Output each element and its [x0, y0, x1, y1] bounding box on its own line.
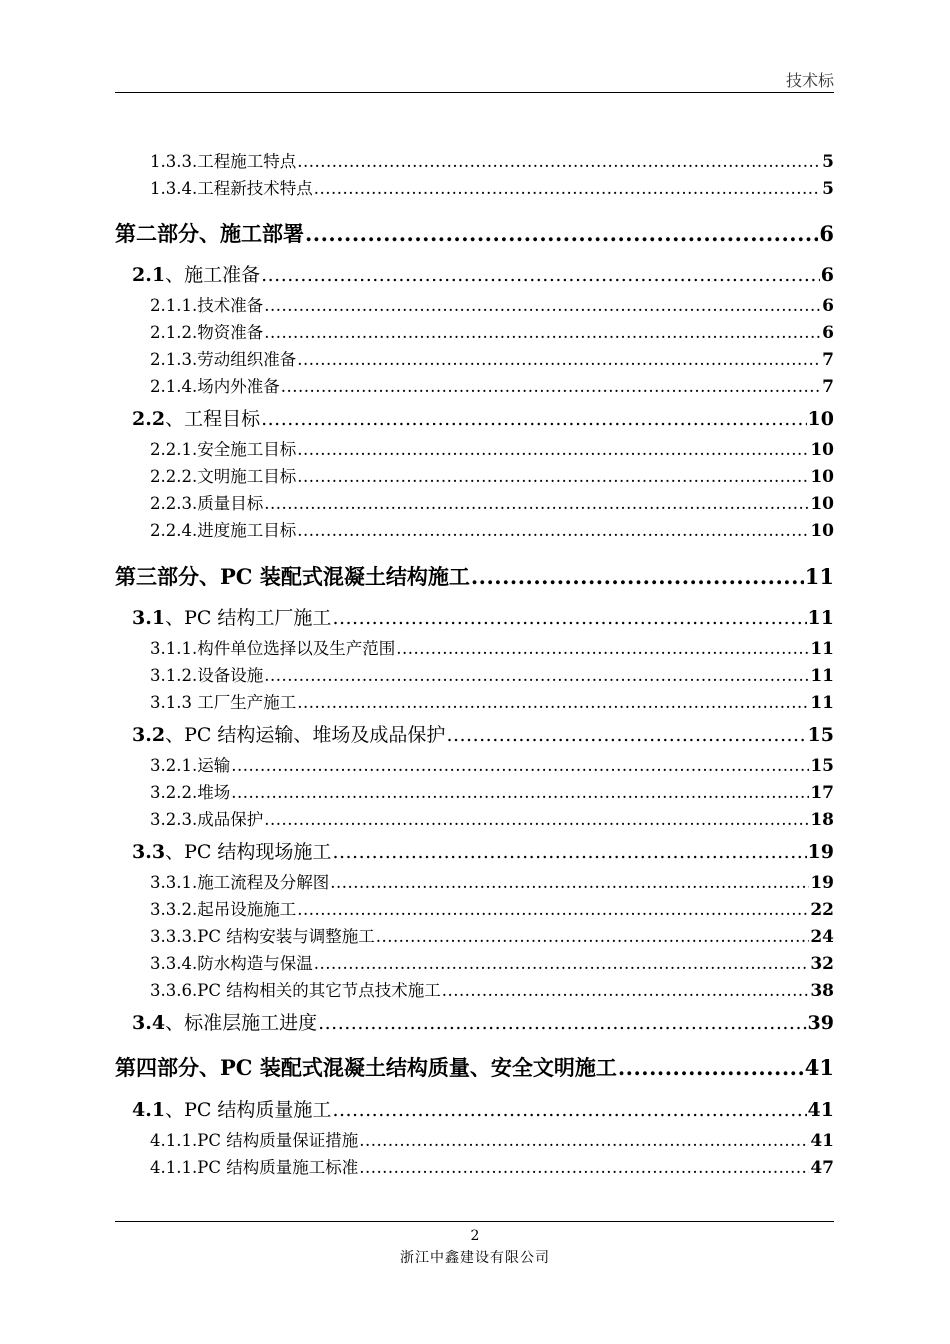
toc-entry-number: 2.1: [132, 264, 166, 286]
toc-entry[interactable]: [150, 806, 834, 830]
toc-entry-label: 第二部分、施工部署: [115, 221, 304, 246]
toc-entry-page: 7: [822, 377, 834, 397]
toc-entry-page: 41: [810, 1131, 834, 1151]
leader-dots: [261, 408, 806, 430]
toc-entry-page: 5: [822, 152, 834, 172]
toc-entry-label: 2.2.3.质量目标: [150, 494, 264, 513]
toc-entry-label: 、PC 结构现场施工: [165, 841, 332, 863]
leader-dots: [442, 981, 810, 1000]
toc-entry-label: 3.2.3.成品保护: [150, 810, 264, 829]
toc-entry-number: 3.1: [132, 607, 166, 629]
toc-entry[interactable]: [150, 1127, 834, 1151]
leader-dots: [297, 521, 809, 540]
toc-entry-label: 3.3.6.PC 结构相关的其它节点技术施工: [150, 981, 441, 1000]
toc-entry-page: 15: [810, 756, 834, 776]
company-name: 浙江中鑫建设有限公司: [400, 1250, 550, 1266]
toc-entry-label: 、标准层施工进度: [165, 1012, 318, 1034]
toc-entry[interactable]: [150, 1154, 834, 1178]
toc-entry-label: 2.1.2.物资准备: [150, 323, 264, 342]
toc-entry-page: 41: [804, 1055, 834, 1080]
toc-entry[interactable]: [115, 1052, 834, 1082]
leader-dots: [281, 377, 821, 396]
leader-dots: [264, 810, 809, 829]
leader-dots: [314, 179, 821, 198]
leader-dots: [396, 639, 809, 658]
toc-entry-label: 4.1.1.PC 结构质量施工标准: [150, 1158, 359, 1177]
toc-entry[interactable]: [132, 837, 834, 864]
toc-entry-label: 、PC 结构质量施工: [165, 1099, 332, 1121]
toc-entry-label: 1.3.4.工程新技术特点: [150, 179, 313, 198]
toc-entry-label: 2.2.2.文明施工目标: [150, 467, 297, 486]
toc-entry[interactable]: [150, 752, 834, 776]
toc-entry-number: 4.1: [132, 1099, 166, 1121]
toc-entry[interactable]: [132, 260, 834, 287]
leader-dots: [359, 1158, 809, 1177]
toc-entry-number: 3.3: [132, 841, 166, 863]
page-number: 2: [470, 1228, 480, 1244]
toc-entry-page: 7: [822, 350, 834, 370]
toc-entry[interactable]: [115, 561, 834, 591]
toc-entry-page: 6: [822, 296, 834, 316]
toc-entry-label: 3.3.3.PC 结构安装与调整施工: [150, 927, 375, 946]
toc-entry-page: 11: [810, 639, 834, 659]
toc-entry[interactable]: [150, 923, 834, 947]
leader-dots: [618, 1055, 804, 1080]
toc-entry[interactable]: [132, 404, 834, 431]
toc-entry-page: 11: [810, 693, 834, 713]
toc-entry-page: 6: [820, 264, 834, 286]
leader-dots: [376, 927, 810, 946]
leader-dots: [471, 564, 804, 589]
toc-entry-label: 3.2.2.堆场: [150, 783, 231, 802]
toc-entry-label: 4.1.1.PC 结构质量保证措施: [150, 1131, 359, 1150]
toc-entry-page: 18: [810, 810, 834, 830]
toc-entry[interactable]: [150, 373, 834, 397]
toc-entry-label: 2.1.4.场内外准备: [150, 377, 280, 396]
toc-entry[interactable]: [150, 662, 834, 686]
leader-dots: [264, 323, 821, 342]
leader-dots: [332, 607, 806, 629]
toc-entry-label: 3.3.2.起吊设施施工: [150, 900, 297, 919]
toc-entry-number: 3.2: [132, 724, 166, 746]
toc-entry-page: 19: [807, 841, 834, 863]
leader-dots: [359, 1131, 809, 1150]
toc-entry-label: 、施工准备: [165, 264, 261, 286]
leader-dots: [332, 841, 806, 863]
toc-entry-label: 、工程目标: [165, 408, 261, 430]
toc-entry-page: 11: [804, 564, 834, 589]
toc-entry[interactable]: [150, 689, 834, 713]
toc-entry[interactable]: [132, 720, 834, 747]
toc-entry[interactable]: [150, 175, 834, 199]
toc-entry-number: 2.2: [132, 408, 166, 430]
toc-entry[interactable]: [150, 463, 834, 487]
leader-dots: [264, 494, 809, 513]
toc-entry-page: 10: [810, 440, 834, 460]
header-title: 技术标: [785, 71, 834, 90]
leader-dots: [297, 467, 809, 486]
toc-entry-page: 11: [810, 666, 834, 686]
toc-entry-page: 32: [810, 954, 834, 974]
toc-entry[interactable]: [115, 218, 834, 248]
toc-entry[interactable]: [132, 1008, 834, 1035]
leader-dots: [297, 152, 821, 171]
toc-entry[interactable]: [150, 292, 834, 316]
toc-entry[interactable]: [150, 436, 834, 460]
toc-entry-label: 、PC 结构运输、堆场及成品保护: [165, 724, 446, 746]
toc-entry[interactable]: [132, 603, 834, 630]
leader-dots: [330, 873, 809, 892]
toc-entry-page: 38: [810, 981, 834, 1001]
leader-dots: [231, 756, 809, 775]
leader-dots: [297, 440, 809, 459]
toc-entry[interactable]: [150, 779, 834, 803]
toc-entry[interactable]: [150, 977, 834, 1001]
toc-entry-label: 、PC 结构工厂施工: [165, 607, 332, 629]
toc-entry[interactable]: [150, 490, 834, 514]
leader-dots: [305, 221, 818, 246]
toc-entry-page: 10: [810, 521, 834, 541]
toc-entry-page: 15: [807, 724, 834, 746]
toc-entry-page: 47: [810, 1158, 834, 1178]
leader-dots: [264, 666, 809, 685]
toc-entry-label: 2.1.1.技术准备: [150, 296, 264, 315]
toc-entry-page: 10: [807, 408, 834, 430]
toc-entry-page: 19: [810, 873, 834, 893]
leader-dots: [297, 693, 809, 712]
footer-divider: [115, 1221, 834, 1222]
leader-dots: [264, 296, 821, 315]
leader-dots: [332, 1099, 806, 1121]
toc-entry-page: 6: [819, 221, 834, 246]
toc-entry-number: 3.4: [132, 1012, 166, 1034]
toc-entry[interactable]: [150, 869, 834, 893]
leader-dots: [261, 264, 820, 286]
toc-entry[interactable]: [150, 896, 834, 920]
leader-dots: [231, 783, 809, 802]
toc-entry-label: 3.3.1.施工流程及分解图: [150, 873, 330, 892]
toc-entry-page: 39: [807, 1012, 834, 1034]
toc-entry-label: 3.1.1.构件单位选择以及生产范围: [150, 639, 396, 658]
toc-entry[interactable]: [150, 950, 834, 974]
toc-entry-page: 10: [810, 494, 834, 514]
toc-entry[interactable]: [150, 517, 834, 541]
toc-entry-label: 3.1.3 工厂生产施工: [150, 693, 297, 712]
leader-dots: [297, 350, 821, 369]
toc-entry-page: 22: [810, 900, 834, 920]
leader-dots: [446, 724, 806, 746]
toc-entry-label: 第四部分、PC 装配式混凝土结构质量、安全文明施工: [115, 1055, 617, 1080]
toc-entry-label: 2.2.1.安全施工目标: [150, 440, 297, 459]
toc-entry-label: 3.3.4.防水构造与保温: [150, 954, 313, 973]
toc-entry[interactable]: [150, 346, 834, 370]
leader-dots: [314, 954, 810, 973]
toc-entry-label: 1.3.3.工程施工特点: [150, 152, 297, 171]
toc-entry[interactable]: [150, 319, 834, 343]
toc-entry-page: 10: [810, 467, 834, 487]
toc-entry[interactable]: [150, 148, 834, 172]
toc-entry-page: 6: [822, 323, 834, 343]
toc-entry-page: 41: [807, 1099, 834, 1121]
toc-entry-page: 11: [807, 607, 834, 629]
toc-entry[interactable]: [150, 635, 834, 659]
toc-entry-page: 5: [822, 179, 834, 199]
toc-entry-label: 2.2.4.进度施工目标: [150, 521, 297, 540]
leader-dots: [318, 1012, 806, 1034]
toc-entry-page: 24: [810, 927, 834, 947]
leader-dots: [297, 900, 809, 919]
toc-entry-page: 17: [810, 783, 834, 803]
toc-entry-label: 3.1.2.设备设施: [150, 666, 264, 685]
toc-entry-label: 2.1.3.劳动组织准备: [150, 350, 297, 369]
toc-entry-label: 3.2.1.运输: [150, 756, 231, 775]
toc-entry[interactable]: [132, 1095, 834, 1122]
toc-entry-label: 第三部分、PC 装配式混凝土结构施工: [115, 564, 470, 589]
